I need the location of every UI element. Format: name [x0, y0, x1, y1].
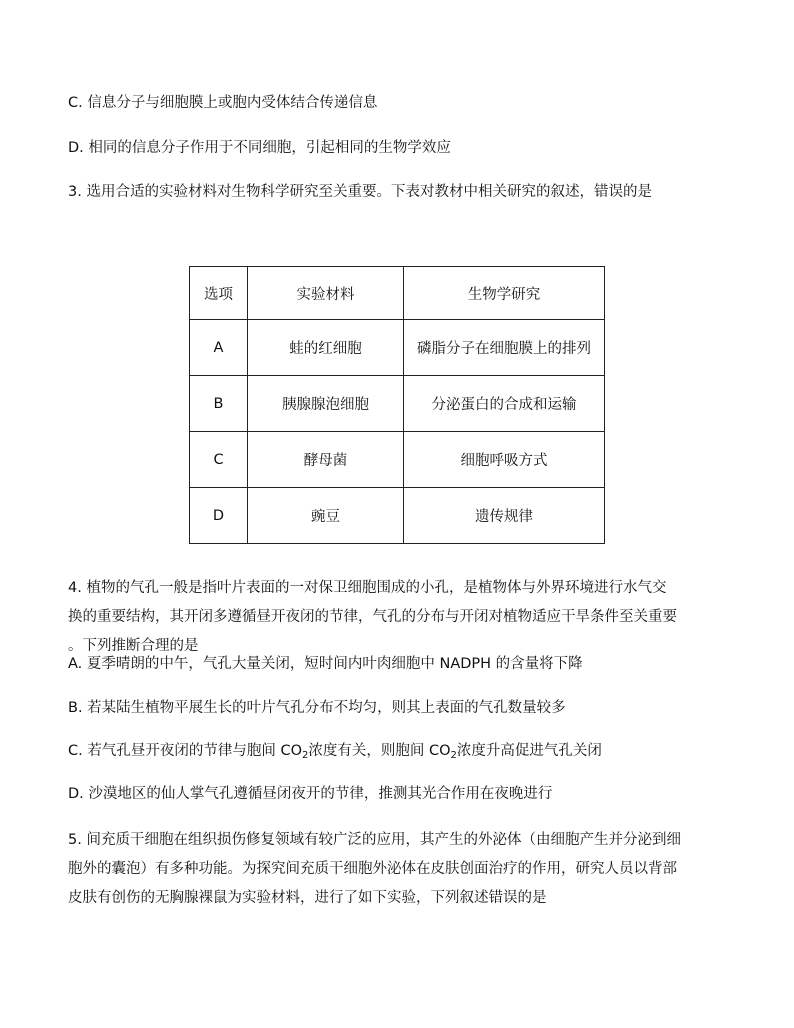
- q4-option-c: [68, 741, 728, 761]
- table-cell: 磷脂分子在细胞膜上的排列: [404, 320, 605, 376]
- table-cell: C: [190, 432, 248, 488]
- table-cell: 细胞呼吸方式: [404, 432, 605, 488]
- q2-option-d: D. 相同的信息分子作用于不同细胞，引起相同的生物学效应: [68, 140, 451, 156]
- q3-stem: 3. 选用合适的实验材料对生物科学研究至关重要。下表对教材中相关研究的叙述，错误的是: [68, 184, 652, 200]
- q5-stem-line: 皮肤有创伤的无胸腺裸鼠为实验材料，进行了如下实验，下列叙述错误的是: [68, 890, 547, 906]
- q4-option-c-text: 浓度升高促进气孔关闭: [456, 743, 602, 759]
- q4-option-c-text: 浓度有关，则胞间 CO: [308, 743, 451, 759]
- table-cell: 豌豆: [248, 488, 404, 544]
- table-cell: 蛙的红细胞: [248, 320, 404, 376]
- table-cell: 分泌蛋白的合成和运输: [404, 376, 605, 432]
- table-cell: 胰腺腺泡细胞: [248, 376, 404, 432]
- q5-stem: [68, 826, 728, 913]
- q4-stem-line: 4. 植物的气孔一般是指叶片表面的一对保卫细胞围成的小孔，是植物体与外界环境进行水气交: [68, 580, 667, 596]
- table-cell: D: [190, 488, 248, 544]
- table-header-cell: 生物学研究: [404, 267, 605, 320]
- q4-stem-line: 。下列推断合理的是: [68, 638, 199, 654]
- table-header-cell: 选项: [190, 267, 248, 320]
- subscript-2: 2: [302, 750, 309, 761]
- q3-table: [189, 266, 605, 544]
- q2-option-c: C. 信息分子与细胞膜上或胞内受体结合传递信息: [68, 95, 378, 111]
- q5-stem-line: 5. 间充质干细胞在组织损伤修复领域有较广泛的应用，其产生的外泌体（由细胞产生并分泌到细: [68, 832, 681, 848]
- q4-stem-line: 换的重要结构，其开闭多遵循昼开夜闭的节律，气孔的分布与开闭对植物适应干旱条件至关重要: [68, 609, 677, 625]
- table-row: [190, 376, 605, 432]
- q4-option-c-text: C. 若气孔昼开夜闭的节律与胞间 CO: [68, 743, 302, 759]
- table-row: [190, 488, 605, 544]
- q4-option-a: A. 夏季晴朗的中午，气孔大量关闭，短时间内叶肉细胞中 NADPH 的含量将下降: [68, 656, 583, 672]
- q4-option-d: D. 沙漠地区的仙人掌气孔遵循昼闭夜开的节律，推测其光合作用在夜晚进行: [68, 786, 553, 802]
- q4-stem: [68, 574, 728, 661]
- table-header-row: [190, 267, 605, 320]
- table-cell: 酵母菌: [248, 432, 404, 488]
- table-row: [190, 432, 605, 488]
- q4-option-b: B. 若某陆生植物平展生长的叶片气孔分布不均匀，则其上表面的气孔数量较多: [68, 700, 566, 716]
- q5-stem-line: 胞外的囊泡）有多种功能。为探究间充质干细胞外泌体在皮肤创面治疗的作用，研究人员以背部: [68, 861, 677, 877]
- subscript-2: 2: [450, 750, 457, 761]
- table-cell: 遗传规律: [404, 488, 605, 544]
- table-cell: B: [190, 376, 248, 432]
- table-header-cell: 实验材料: [248, 267, 404, 320]
- table-row: [190, 320, 605, 376]
- table-cell: A: [190, 320, 248, 376]
